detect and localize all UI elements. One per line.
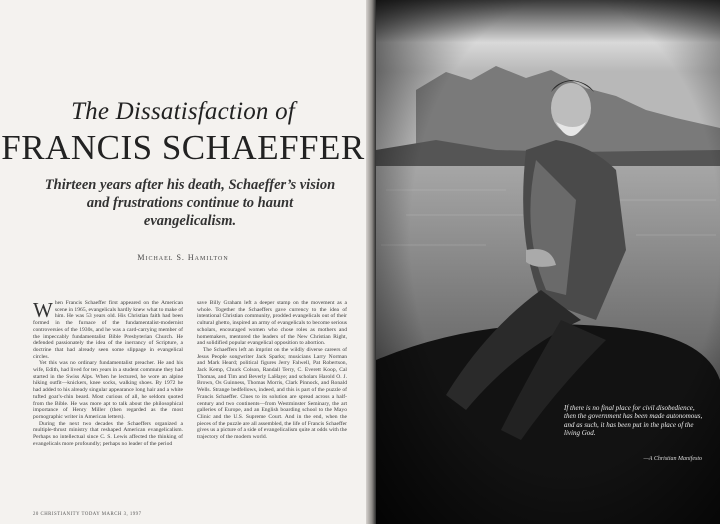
- body-column-1: [33, 300, 183, 447]
- pull-quote-source: —A Christian Manifesto: [643, 456, 702, 462]
- title-line-1: The Dissatisfaction of: [71, 98, 295, 125]
- vignette: [376, 0, 720, 524]
- pull-quote: If there is no final place for civil disobedience, then the government has been made autonomous, and as such, it has been put in the place of the living God.: [564, 404, 703, 438]
- body-column-2: [197, 300, 347, 441]
- body-paragraph: [33, 300, 183, 360]
- photo-man-by-lake: [376, 0, 720, 524]
- body-paragraph: Yet this was no ordinary fundamentalist preacher. He and his wife, Edith, had lived for ten years in a student commune they had started in the Swiss Alps. When he lectured, he wore an alpine hiking outfit—knickers, knee socks, walking shoes. By 1972 he had added to his already singular appearance long hair and a white tufted goat’s-chin beard. Most curious of all, he seldom quoted from the Bible. He was more apt to talk about the philosophical importance of Henry Miller (then regarded as the most pornographic writer in American letters).: [33, 360, 183, 420]
- paragraph-text: hen Francis Schaeffer first appeared on the American scene in 1965, evangelicals hardly knew what to make of him. He was 53 years old. His Christian faith had been formed in the furnace of the fundamentalist-modernist controversies of the 1930s, and he was a card-carrying member of the impeccably fundamentalist Bible Presbyterian Church. He defended passionately the idea of the inerrancy of Scripture, a doctrine that had already seen some slippage in evangelical circles.: [33, 300, 183, 360]
- drop-cap: W: [33, 298, 53, 322]
- page-folio: 20 CHRISTIANITY TODAY MARCH 3, 1997: [33, 512, 142, 517]
- page-gutter: [366, 0, 376, 524]
- right-page: [376, 0, 720, 524]
- title-line-2: FRANCIS SCHAEFFER: [1, 128, 365, 167]
- article-deck: Thirteen years after his death, Schaeffer’s vision and frustrations continue to haunt evangelicalism.: [44, 177, 336, 229]
- byline: Michael S. Hamilton: [137, 253, 229, 262]
- body-paragraph: The Schaeffers left an imprint on the wildly diverse careers of Jesus People songwriter Jack Sparks; musicians Larry Norman and Mark Heard; political figures Jerry Falwell, Pat Robertson, Jack Kemp, Chuck Colson, Randall Terry, C. Everett Koop, Cal Thomas, and Tim and Beverly LaHaye; and scholars Harold O. J. Brown, Os Guinness, Thomas Morris, Clark Pinnock, and Ronald Wells. Strange bedfellows, indeed, and this is part of the puzzle of Francis Schaeffer. Clues to its solution are spread across a half-century and two continents—from Westminster Seminary, the art galleries of Europe, and an English boarding school to the Mayo Clinic and the U.S. Supreme Court. And in the end, when the pieces of the puzzle are all assembled, the life of Francis Schaeffer gives us a picture of a side of evangelicalism quite at odds with the trajectory of the modern world.: [197, 346, 347, 441]
- body-paragraph: save Billy Graham left a deeper stamp on the movement as a whole. Together the Schaeffers gave currency to the idea of intentional Christian community, prodded evangelicals out of their cultural ghetto, inspired an army of evangelicals to become serious scholars, encouraged women who chose roles as mothers and homemakers, mentored the leaders of the New Christian Right, and solidified popular evangelical opposition to abortion.: [197, 300, 347, 347]
- body-paragraph: During the next two decades the Schaeffers organized a multiple-thrust ministry that reshaped American evangelicalism. Perhaps no intellectual since C. S. Lewis affected the thinking of evangelicals more profoundly; perhaps no leader of the period: [33, 420, 183, 447]
